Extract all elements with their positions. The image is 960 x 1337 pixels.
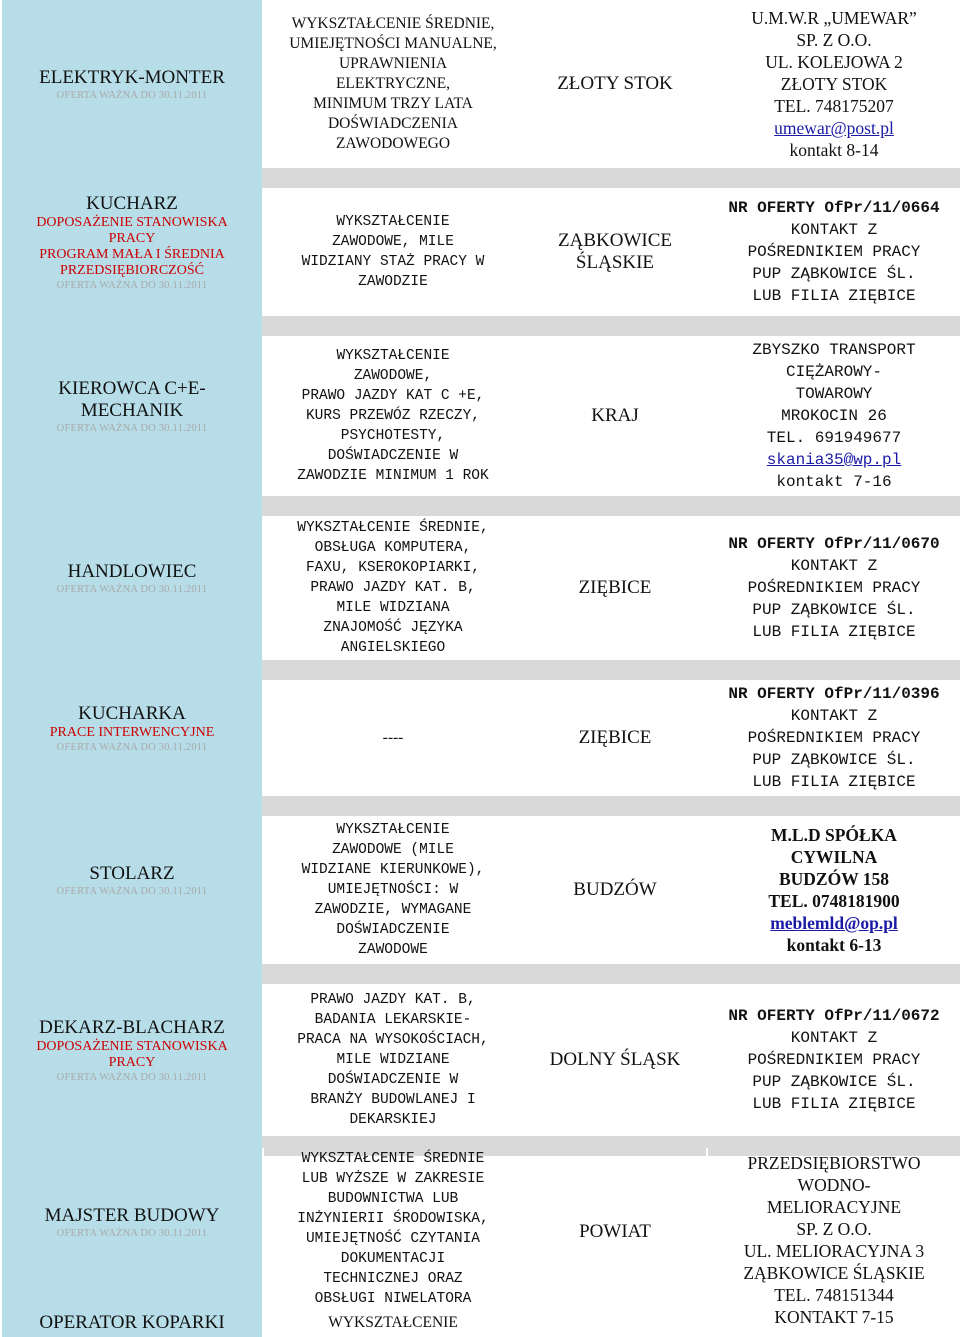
location: DOLNY ŚLĄSK: [549, 1049, 681, 1070]
requirement-line: TECHNICZNEJ ORAZ: [323, 1271, 463, 1287]
requirement-line: OBSŁUGA KOMPUTERA,: [314, 540, 472, 556]
requirements-cell: [262, 680, 522, 796]
contact-line: PUP ZĄBKOWICE ŚL.: [752, 751, 916, 769]
requirement-line: MILE WIDZIANE: [336, 1052, 450, 1068]
requirement-line: DOŚWIADCZENIA: [327, 115, 458, 132]
contact-line: PUP ZĄBKOWICE ŚL.: [752, 601, 916, 619]
job-title-cell: [0, 964, 262, 1136]
contact-line: kontakt 7-16: [776, 473, 892, 491]
location-cell: [522, 336, 706, 496]
job-title-cell: [0, 496, 262, 660]
job-title: KUCHARKA: [78, 702, 186, 724]
job-title-cell: [0, 168, 262, 316]
contact-line: ZBYSZKO TRANSPORT: [752, 341, 916, 359]
requirement-line: OBSŁUGI NIWELATORA: [314, 1291, 472, 1307]
contact-line: TOWAROWY: [795, 385, 873, 403]
requirements-cell: [262, 336, 522, 496]
requirement-line: PRAWO JAZDY KAT. B,: [310, 580, 476, 596]
location-cell: [522, 1156, 706, 1308]
requirement-line: WYKSZTAŁCENIE: [336, 348, 450, 364]
requirement-line: PRAWO JAZDY KAT. B,: [310, 992, 476, 1008]
requirements-cell: [262, 984, 522, 1136]
location-cell: [522, 0, 706, 168]
requirement-line: BUDOWNICTWA LUB: [327, 1191, 459, 1207]
contact-line: SP. Z O.O.: [796, 30, 872, 50]
location: KRAJ: [591, 405, 639, 426]
requirement-line: ELEKTRYCZNE,: [335, 75, 451, 92]
program-note: PRACE INTERWENCYJNE: [49, 724, 215, 740]
requirement-line: PRAWO JAZDY KAT C +E,: [301, 388, 485, 404]
requirement-line: WYKSZTAŁCENIE: [328, 1313, 458, 1331]
contact-line: TEL. 691949677: [766, 429, 902, 447]
location-cell: [522, 516, 706, 660]
requirement-line: ANGIELSKIEGO: [340, 640, 446, 656]
requirement-line: PSYCHOTESTY,: [340, 428, 446, 444]
contact-line: CYWILNA: [790, 847, 878, 867]
contact-line: LUB FILIA ZIĘBICE: [752, 287, 916, 305]
contact-line: ZŁOTY STOK: [780, 74, 888, 94]
row-separator: [262, 168, 960, 188]
contact-line: KONTAKT Z: [790, 1029, 878, 1047]
requirement-line: WIDZIANE KIERUNKOWE),: [301, 862, 485, 878]
contact-line: PUP ZĄBKOWICE ŚL.: [752, 265, 916, 283]
contact-line: WODNO-: [797, 1175, 871, 1195]
requirement-line: WYKSZTAŁCENIE ŚREDNIE: [301, 1151, 485, 1167]
requirement-line: WYKSZTAŁCENIE: [336, 822, 450, 838]
requirement-line: PRACA NA WYSOKOŚCIACH,: [297, 1032, 489, 1048]
contact-line: ZĄBKOWICE ŚLĄSKIE: [743, 1263, 925, 1283]
requirements-cell: [262, 0, 522, 168]
requirement-line: UMIEJĘTNOŚĆ CZYTANIA: [305, 1231, 481, 1247]
contact-line: kontakt 6-13: [786, 935, 882, 955]
requirement-line: INŻYNIERII ŚRODOWISKA,: [297, 1211, 489, 1227]
contact-line: MROKOCIN 26: [781, 407, 887, 425]
requirement-line: DOŚWIADCZENIE: [336, 922, 450, 938]
validity-date: OFERTA WAŻNA DO 30.11.2011: [56, 885, 208, 897]
contact-line: KONTAKT 7-15: [774, 1307, 894, 1327]
contact-cell: [706, 516, 960, 660]
offer-number: NR OFERTY OfPr/11/0672: [728, 1007, 940, 1025]
job-title: DEKARZ-BLACHARZ: [39, 1016, 225, 1038]
offer-number: NR OFERTY OfPr/11/0664: [728, 199, 940, 217]
requirement-line: WYKSZTAŁCENIE ŚREDNIE,: [297, 520, 489, 536]
contact-line: PRZEDSIĘBIORSTWO: [747, 1153, 921, 1173]
contact-line: LUB FILIA ZIĘBICE: [752, 773, 916, 791]
program-note: PRACY: [108, 1054, 156, 1070]
requirement-line: DOKUMENTACJI: [340, 1251, 446, 1267]
row-separator: [262, 316, 960, 336]
row-separator: [262, 964, 960, 984]
validity-date: OFERTA WAŻNA DO 30.11.2011: [56, 1227, 208, 1239]
job-title-cell: [0, 1136, 262, 1308]
requirement-line: ZNAJOMOŚĆ JĘZYKA: [323, 620, 463, 636]
email-link[interactable]: umewar@post.pl: [774, 118, 894, 138]
validity-date: OFERTA WAŻNA DO 30.11.2011: [56, 583, 208, 595]
requirement-line: ZAWODOWE, MILE: [332, 234, 454, 250]
requirement-line: BADANIA LEKARSKIE-: [314, 1012, 472, 1028]
location-line: ZĄBKOWICE: [558, 230, 672, 251]
job-title-cell: [0, 1308, 262, 1337]
requirements-cell: [262, 188, 522, 316]
contact-cell: [706, 816, 960, 964]
job-title: MAJSTER BUDOWY: [44, 1204, 220, 1226]
requirement-line: FAXU, KSEROKOPIARKI,: [305, 560, 481, 576]
contact-line: POŚREDNIKIEM PRACY: [747, 729, 921, 747]
validity-date: OFERTA WAŻNA DO 30.11.2011: [56, 89, 208, 101]
location: ZIĘBICE: [578, 727, 652, 748]
contact-line: KONTAKT Z: [790, 221, 878, 239]
location: ZIĘBICE: [578, 577, 652, 598]
contact-line: CIĘŻAROWY-: [785, 363, 882, 381]
requirement-line: WIDZIANY STAŻ PRACY W: [301, 254, 485, 270]
requirement-line: KURS PRZEWÓZ RZECZY,: [305, 408, 481, 424]
contact-cell: [706, 188, 960, 316]
validity-date: OFERTA WAŻNA DO 30.11.2011: [56, 422, 208, 434]
job-title: MECHANIK: [80, 399, 184, 421]
location: POWIAT: [579, 1221, 651, 1242]
job-title: KIEROWCA C+E-: [58, 377, 206, 399]
requirement-line: ----: [382, 729, 404, 746]
job-title-cell: [0, 0, 262, 168]
requirement-line: UMIEJĘTNOŚCI: W: [327, 882, 459, 898]
job-title: KUCHARZ: [86, 192, 178, 214]
email-link[interactable]: skania35@wp.pl: [766, 451, 902, 469]
contact-line: POŚREDNIKIEM PRACY: [747, 243, 921, 261]
requirement-line: ZAWODZIE, WYMAGANE: [314, 902, 472, 918]
job-title: HANDLOWIEC: [67, 560, 197, 582]
job-title-cell: [0, 660, 262, 796]
contact-line: SP. Z O.O.: [796, 1219, 872, 1239]
requirements-cell: [262, 516, 522, 660]
contact-line: UL. MELIORACYJNA 3: [743, 1241, 925, 1261]
contact-line: KONTAKT Z: [790, 707, 878, 725]
contact-line: LUB FILIA ZIĘBICE: [752, 1095, 916, 1113]
requirement-line: ZAWODOWEGO: [335, 135, 451, 152]
job-title: STOLARZ: [89, 862, 175, 884]
contact-line: POŚREDNIKIEM PRACY: [747, 579, 921, 597]
contact-line: TEL. 0748181900: [768, 891, 900, 911]
requirements-cell: [262, 1308, 522, 1337]
requirement-line: ZAWODOWE: [358, 942, 428, 958]
contact-cell: [706, 0, 960, 168]
program-note: PRZEDSIĘBIORCZOŚĆ: [60, 262, 204, 278]
requirement-line: MILE WIDZIANA: [336, 600, 450, 616]
validity-date: OFERTA WAŻNA DO 30.11.2011: [56, 1071, 208, 1083]
contact-cell: [706, 336, 960, 496]
requirement-line: UMIEJĘTNOŚCI MANUALNE,: [289, 35, 497, 52]
contact-cell: [706, 1148, 960, 1332]
contact-line: kontakt 8-14: [789, 140, 879, 160]
row-separator: [262, 496, 960, 516]
contact-line: TEL. 748175207: [774, 96, 894, 116]
offer-number: NR OFERTY OfPr/11/0670: [728, 535, 940, 553]
requirements-cell: [262, 1148, 522, 1310]
location-cell: [522, 816, 706, 964]
row-separator: [262, 660, 960, 680]
requirements-cell: [262, 816, 522, 964]
contact-line: KONTAKT Z: [790, 557, 878, 575]
requirement-line: WYKSZTAŁCENIE: [336, 214, 450, 230]
program-note: DOPOSAŻENIE STANOWISKA: [36, 214, 228, 230]
program-note: PROGRAM MAŁA I ŚREDNIA: [39, 246, 225, 262]
contact-line: TEL. 748151344: [774, 1285, 894, 1305]
validity-date: OFERTA WAŻNA DO 30.11.2011: [56, 741, 208, 753]
location-line: ŚLĄSKIE: [575, 252, 655, 273]
contact-line: M.L.D SPÓŁKA: [771, 825, 897, 845]
requirement-line: WYKSZTAŁCENIE ŚREDNIE,: [291, 15, 495, 32]
job-title-cell: [0, 316, 262, 496]
requirement-line: ZAWODOWE (MILE: [332, 842, 454, 858]
requirement-line: ZAWODZIE: [358, 274, 428, 290]
location: BUDZÓW: [573, 879, 657, 900]
contact-line: UL. KOLEJOWA 2: [765, 52, 903, 72]
location: ZŁOTY STOK: [557, 73, 673, 94]
requirement-line: ZAWODZIE MINIMUM 1 ROK: [297, 468, 489, 484]
row-separator: [262, 796, 960, 816]
contact-line: MELIORACYJNE: [766, 1197, 902, 1217]
location-cell: [522, 680, 706, 796]
requirement-line: ZAWODOWE,: [353, 368, 433, 384]
contact-line: PUP ZĄBKOWICE ŚL.: [752, 1073, 916, 1091]
requirement-line: MINIMUM TRZY LATA: [313, 95, 473, 112]
contact-line: POŚREDNIKIEM PRACY: [747, 1051, 921, 1069]
email-link[interactable]: meblemld@op.pl: [770, 913, 898, 933]
contact-cell: [706, 680, 960, 796]
contact-cell: [706, 984, 960, 1136]
program-note: DOPOSAŻENIE STANOWISKA: [36, 1038, 228, 1054]
contact-line: LUB FILIA ZIĘBICE: [752, 623, 916, 641]
location-cell: [522, 984, 706, 1136]
offer-number: NR OFERTY OfPr/11/0396: [728, 685, 940, 703]
location-cell: [522, 188, 706, 316]
requirement-line: DOŚWIADCZENIE W: [327, 448, 459, 464]
requirement-line: LUB WYŻSZE W ZAKRESIE: [301, 1171, 485, 1187]
validity-date: OFERTA WAŻNA DO 30.11.2011: [56, 279, 208, 291]
requirement-line: DOŚWIADCZENIE W: [327, 1072, 459, 1088]
job-title: OPERATOR KOPARKI: [39, 1311, 225, 1333]
job-title-cell: [0, 796, 262, 964]
requirement-line: BRANŻY BUDOWLANEJ I: [310, 1092, 476, 1108]
requirement-line: UPRAWNIENIA: [338, 55, 448, 72]
contact-line: BUDZÓW 158: [778, 869, 890, 889]
requirement-line: DEKARSKIEJ: [349, 1112, 437, 1128]
job-title: ELEKTRYK-MONTER: [39, 66, 225, 88]
program-note: PRACY: [108, 230, 156, 246]
contact-line: U.M.W.R „UMEWAR”: [751, 8, 917, 28]
